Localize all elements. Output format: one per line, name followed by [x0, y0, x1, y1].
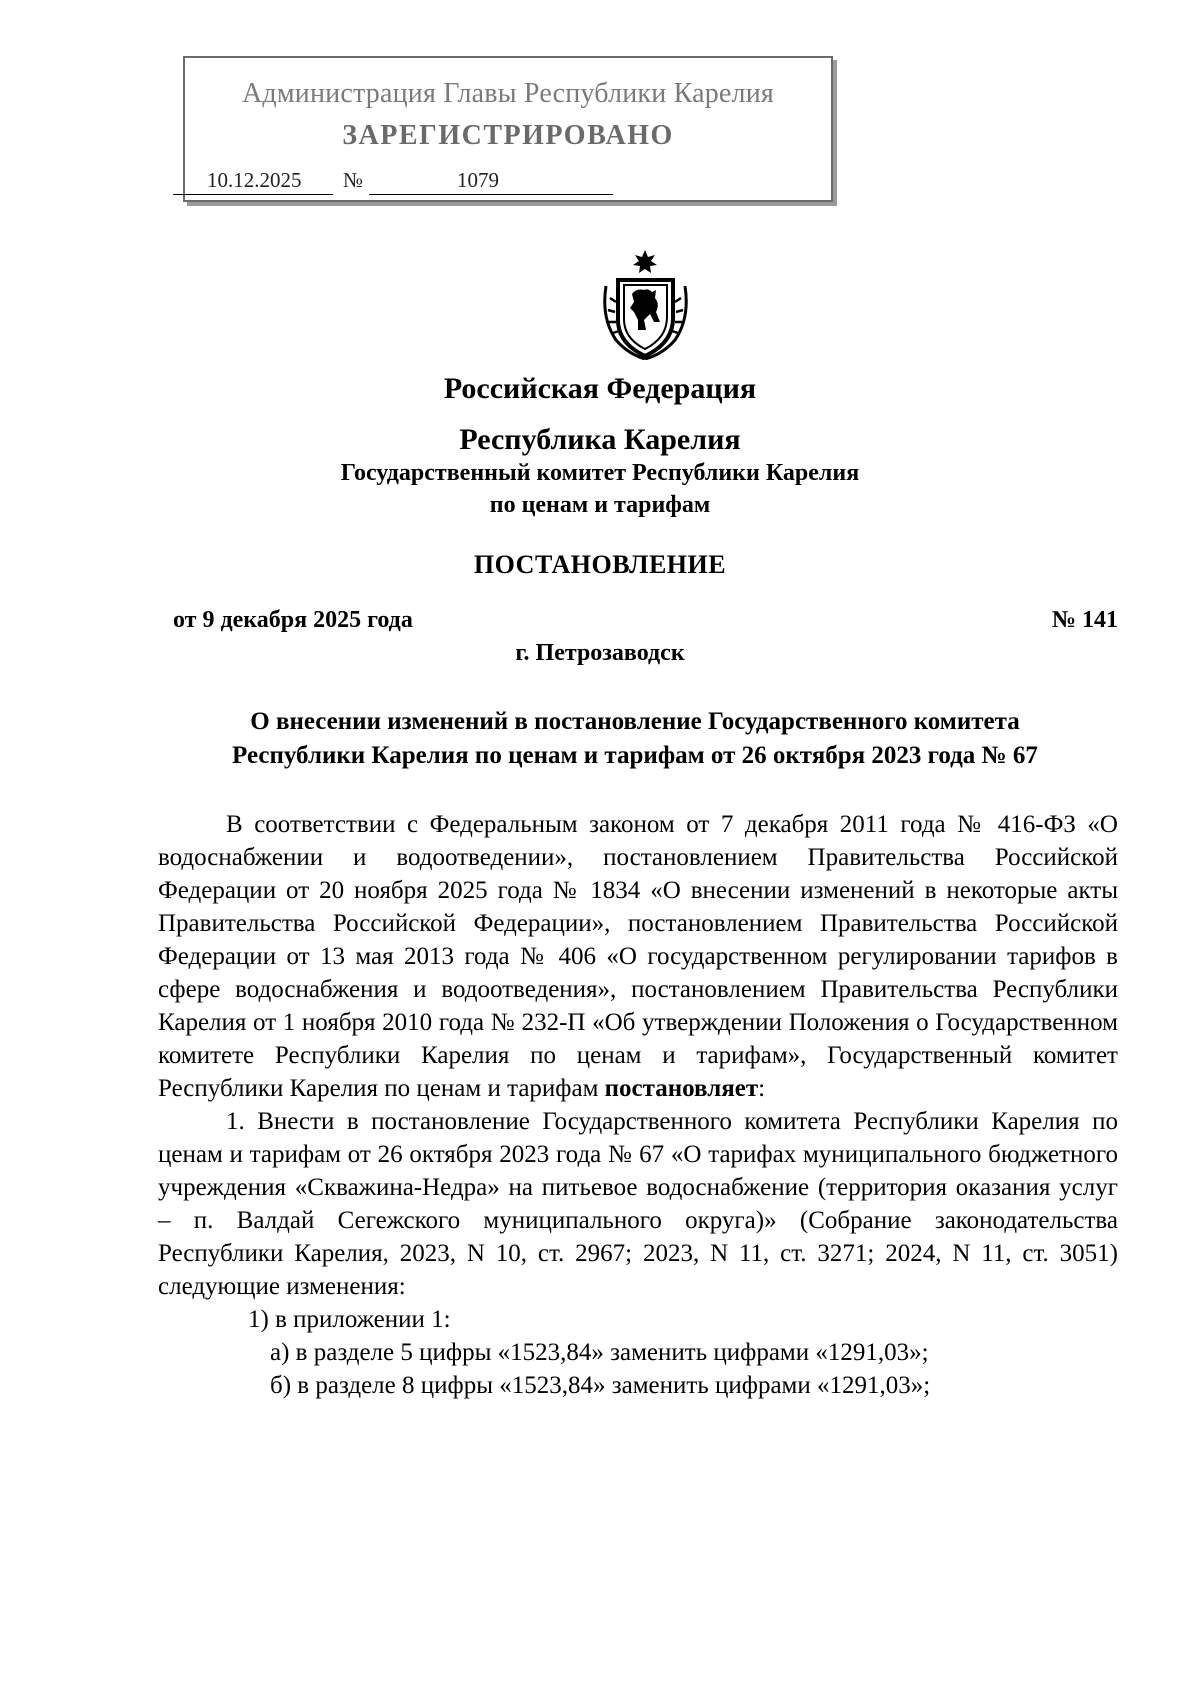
preamble-text: В соответствии с Федеральным законом от 7 декабря 2011 года № 416-ФЗ «О водоснабжении и водоотведении», постановлением Правительства Российской Федерации от 20 ноября 2025 года № 1834 «О внесении изменений в некоторые акты Правительства Российской Федерации», постановлением Правительства Российской Федерации от 13 мая 2013 года № 406 «О государственном регулировании тарифов в сфере водоснабжения и водоотведения», постановлением Правительства Республики Карелия от 1 ноября 2010 года № 232-П «Об утверждении Положения о Государственном комитете Республики Карелия по ценам и тарифам», Государственный комитет Республики Карелия по ценам и тарифам	[158, 811, 1118, 1102]
document-date: от 9 декабря 2025 года	[173, 607, 413, 633]
subitem-1a: а) в разделе 5 цифры «1523,84» заменить цифрами «1291,03»;	[270, 1339, 929, 1366]
registration-stamp	[183, 56, 833, 202]
preamble-end: :	[758, 1075, 766, 1102]
document-city: г. Петрозаводск	[515, 640, 685, 666]
stamp-number-sign: №	[343, 168, 364, 192]
item-1-paragraph: 1. Внести в постановление Государственного комитета Республики Карелия по ценам и тарифам от 26 октября 2023 года № 67 «О тарифах муниципального бюджетного учреждения «Скважина-Недра» на питьевое водоснабжение (территория оказания услуг – п. Валдай Сегежского муниципального округа)» (Собрание законодательства Республики Карелия, 2023, N 10, ст. 2967; 2023, N 11, ст. 3271; 2024, N 11, ст. 3051) следующие изменения:	[158, 1108, 1118, 1300]
stamp-date: 10.12.2025	[207, 168, 302, 192]
stamp-underline	[173, 194, 333, 195]
preamble-bold-word: постановляет	[604, 1075, 759, 1102]
stamp-authority: Администрация Главы Республики Карелия	[242, 78, 774, 109]
subitem-1b: б) в разделе 8 цифры «1523,84» заменить цифрами «1291,03»;	[270, 1372, 931, 1399]
document-body	[158, 808, 1118, 1402]
country-heading: Российская Федерация	[443, 372, 757, 405]
karelia-coat-of-arms-icon	[598, 248, 693, 360]
preamble-paragraph	[158, 808, 1118, 1105]
document-number: № 141	[1051, 607, 1118, 633]
stamp-number: 1079	[457, 168, 499, 192]
republic-heading: Республика Карелия	[459, 423, 741, 456]
subitem-1: 1) в приложении 1:	[248, 1306, 451, 1333]
stamp-underline	[369, 194, 613, 195]
committee-heading-line2: по ценам и тарифам	[489, 492, 711, 518]
committee-heading-line1: Государственный комитет Республики Карелия	[340, 460, 860, 486]
document-type: ПОСТАНОВЛЕНИЕ	[473, 550, 727, 579]
stamp-registered: ЗАРЕГИСТРИРОВАНО	[342, 120, 674, 151]
title-line2: Республики Карелия по ценам и тарифам от 26 октября 2023 года № 67	[232, 742, 1038, 769]
document-title	[140, 705, 1130, 773]
stamp-registration-line	[173, 168, 613, 194]
title-line1: О внесении изменений в постановление Государственного комитета	[250, 708, 1020, 735]
